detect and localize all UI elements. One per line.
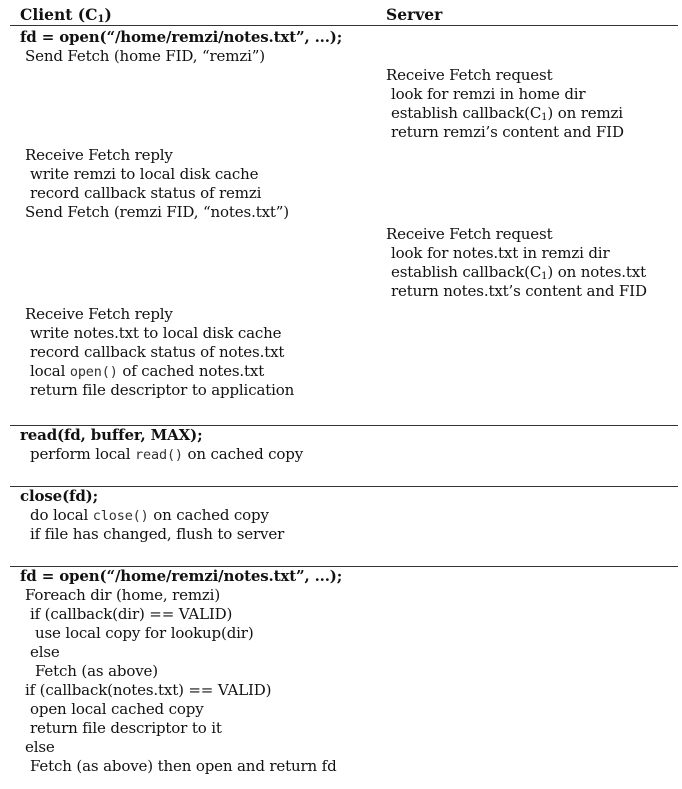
server-step-line bbox=[386, 66, 624, 85]
text-fragment: Fetch (as above) bbox=[35, 662, 158, 680]
text-fragment: use local copy for lookup(dir) bbox=[35, 624, 254, 642]
text-fragment: establish callback(C bbox=[391, 263, 542, 281]
text-fragment: read(fd, buffer, MAX); bbox=[20, 426, 203, 444]
server-column-header: Server bbox=[386, 5, 443, 24]
subscript: 1 bbox=[541, 271, 548, 282]
text-fragment: open local cached copy bbox=[30, 700, 204, 718]
text-fragment: write notes.txt to local disk cache bbox=[30, 324, 282, 342]
client-step-line bbox=[20, 525, 284, 544]
text-fragment: perform local bbox=[30, 445, 136, 463]
text-fragment: Receive Fetch reply bbox=[25, 146, 173, 164]
text-fragment: Send Fetch (home FID, “remzi”) bbox=[25, 47, 265, 65]
client-step-line bbox=[20, 719, 342, 738]
code-fragment: close() bbox=[92, 508, 149, 524]
client-step-line bbox=[20, 738, 342, 757]
text-fragment: return file descriptor to application bbox=[30, 381, 295, 399]
text-fragment: Foreach dir (home, remzi) bbox=[25, 586, 221, 604]
subscript: 1 bbox=[541, 112, 548, 123]
server-step-line bbox=[386, 85, 624, 104]
text-fragment: return file descriptor to it bbox=[30, 719, 222, 737]
client-column-header: Client $(C_1)$ bbox=[20, 5, 112, 25]
text-fragment: look for notes.txt in remzi dir bbox=[391, 244, 610, 262]
client-block-5 bbox=[20, 567, 342, 776]
text-fragment: local bbox=[30, 362, 70, 380]
client-call-line bbox=[20, 426, 303, 445]
text-fragment: fd = open(“/home/remzi/notes.txt”, ...); bbox=[20, 567, 343, 585]
server-step-line bbox=[386, 123, 624, 142]
text-fragment: Receive Fetch request bbox=[386, 225, 553, 243]
client-step-line bbox=[20, 343, 294, 362]
server-step-line bbox=[386, 225, 647, 244]
header-rule bbox=[10, 25, 678, 26]
client-step-line bbox=[20, 305, 294, 324]
client-step-line bbox=[20, 324, 294, 343]
text-fragment: ) on notes.txt bbox=[547, 263, 646, 281]
text-fragment: on cached copy bbox=[182, 445, 304, 463]
client-step-line bbox=[20, 47, 342, 66]
text-fragment: if (callback(dir) == VALID) bbox=[30, 605, 233, 623]
text-fragment: establish callback(C bbox=[391, 104, 542, 122]
client-step-line bbox=[20, 605, 342, 624]
client-block-0 bbox=[20, 28, 342, 66]
text-fragment: return notes.txt’s content and FID bbox=[391, 282, 647, 300]
client-step-line bbox=[20, 681, 342, 700]
client-step-line bbox=[20, 757, 342, 776]
client-block-1 bbox=[20, 146, 289, 222]
text-fragment: Fetch (as above) then open and return fd bbox=[30, 757, 337, 775]
client-step-line bbox=[20, 506, 284, 525]
server-step-line bbox=[386, 244, 647, 263]
text-fragment: fd = open(“/home/remzi/notes.txt”, ...); bbox=[20, 28, 343, 46]
server-block-1 bbox=[386, 225, 647, 301]
client-call-line bbox=[20, 28, 342, 47]
client-block-3 bbox=[20, 426, 303, 464]
client-step-line bbox=[20, 624, 342, 643]
text-fragment: on cached copy bbox=[148, 506, 269, 524]
text-fragment: Receive Fetch request bbox=[386, 66, 553, 84]
client-step-line bbox=[20, 662, 342, 681]
text-fragment: else bbox=[30, 643, 60, 661]
text-fragment: Send Fetch (remzi FID, “notes.txt”) bbox=[25, 203, 289, 221]
text-fragment: close(fd); bbox=[20, 487, 98, 505]
text-fragment: do local bbox=[30, 506, 93, 524]
client-step-line bbox=[20, 362, 294, 381]
text-fragment: else bbox=[25, 738, 55, 756]
client-call-line bbox=[20, 487, 284, 506]
text-fragment: return remzi’s content and FID bbox=[391, 123, 624, 141]
client-call-line bbox=[20, 567, 342, 586]
server-step-line bbox=[386, 263, 647, 282]
client-step-line bbox=[20, 146, 289, 165]
server-step-line bbox=[386, 282, 647, 301]
text-fragment: Receive Fetch reply bbox=[25, 305, 173, 323]
client-step-line bbox=[20, 445, 303, 464]
client-step-line bbox=[20, 643, 342, 662]
text-fragment: of cached notes.txt bbox=[117, 362, 265, 380]
text-fragment: look for remzi in home dir bbox=[391, 85, 586, 103]
client-block-2 bbox=[20, 305, 294, 400]
text-fragment: if (callback(notes.txt) == VALID) bbox=[25, 681, 272, 699]
client-block-4 bbox=[20, 487, 284, 544]
client-step-line bbox=[20, 184, 289, 203]
text-fragment: record callback status of notes.txt bbox=[30, 343, 285, 361]
client-step-line bbox=[20, 203, 289, 222]
server-block-0 bbox=[386, 66, 624, 142]
client-step-line bbox=[20, 700, 342, 719]
server-step-line bbox=[386, 104, 624, 123]
text-fragment: write remzi to local disk cache bbox=[30, 165, 259, 183]
client-step-line bbox=[20, 381, 294, 400]
text-fragment: ) on remzi bbox=[547, 104, 623, 122]
client-step-line bbox=[20, 165, 289, 184]
code-fragment: read() bbox=[135, 447, 183, 463]
client-step-line bbox=[20, 586, 342, 605]
code-fragment: open() bbox=[69, 364, 118, 380]
text-fragment: record callback status of remzi bbox=[30, 184, 262, 202]
text-fragment: if file has changed, flush to server bbox=[30, 525, 285, 543]
